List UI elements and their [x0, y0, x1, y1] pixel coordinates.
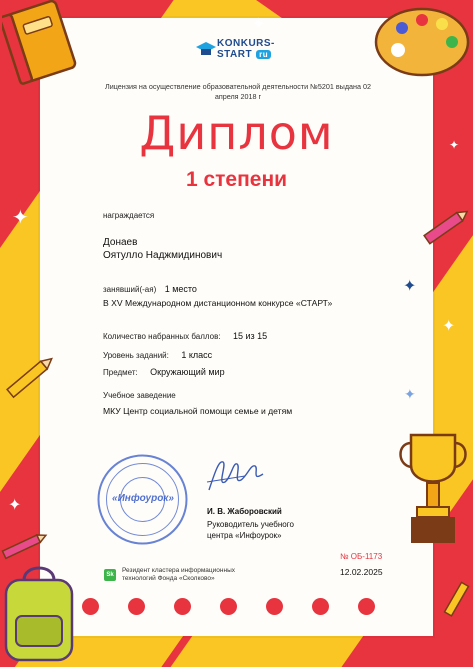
diploma-title: Диплом — [139, 106, 334, 160]
level-row — [103, 345, 212, 363]
license-text: Лицензия на осуществление образовательной деятельности №5201 выдана 02 апреля 2018 г — [104, 82, 371, 101]
decorative-dot — [312, 598, 329, 615]
palette-icon — [368, 2, 472, 84]
pencil-icon — [0, 345, 62, 407]
diploma-degree: 1 степени — [185, 168, 288, 191]
pencil-icon — [0, 525, 50, 565]
skolkovo-line1: Резидент кластера информационных — [122, 567, 235, 574]
institution-value: МКУ Центр социальной помощи семье и детям — [103, 406, 293, 416]
decorative-dot — [128, 598, 145, 615]
score-value: 15 из 15 — [233, 331, 268, 341]
recipient-name: Оятулло Наджмидинович — [103, 250, 223, 261]
pencil-icon — [440, 570, 473, 630]
diploma-number: № ОБ-1173 — [340, 552, 383, 561]
decorative-dot — [174, 598, 191, 615]
star-icon: ✦ — [403, 278, 417, 295]
level-label: Уровень заданий: — [103, 351, 169, 360]
recipient-surname: Донаев — [103, 237, 138, 248]
place-row — [103, 279, 197, 297]
logo-line2: START — [217, 49, 253, 60]
skolkovo-logo: Sk — [104, 569, 116, 581]
star-icon: ✦ — [404, 386, 416, 402]
decorative-dot — [358, 598, 375, 615]
backpack-icon — [0, 560, 82, 667]
star-icon: ✦ — [8, 497, 22, 514]
contest-name: В XV Международном дистанционном конкурсе «СТАРТ» — [103, 298, 333, 308]
place-label: занявший(-ая) — [103, 285, 157, 294]
score-label: Количество набранных баллов: — [103, 332, 221, 341]
skolkovo-line2: технологий Фонда «Сколково» — [122, 575, 215, 582]
diploma-date: 12.02.2025 — [340, 567, 383, 577]
subject-value: Окружающий мир — [150, 367, 225, 377]
level-value: 1 класс — [181, 350, 213, 360]
notebook-icon — [2, 0, 82, 90]
decorative-dot — [82, 598, 99, 615]
pencil-icon — [418, 200, 473, 255]
signatory-name: И. В. Жаборовский — [207, 507, 282, 516]
star-icon: ✦ — [12, 207, 29, 229]
logo-line1: KONKURS- — [217, 38, 275, 49]
institution-label: Учебное заведение — [103, 391, 176, 400]
trophy-icon — [393, 425, 473, 555]
awarded-label: награждается — [103, 211, 155, 220]
star-icon: ✦ — [252, 16, 266, 33]
star-icon: ✦ — [449, 138, 460, 152]
stamp-text: «Инфоурок» — [112, 493, 174, 504]
decorative-dot — [220, 598, 237, 615]
signatory-role-line2: центра «Инфоурок» — [207, 531, 282, 540]
signature-image — [205, 452, 267, 497]
decorative-dot — [266, 598, 283, 615]
subject-row — [103, 362, 225, 380]
logo-tld: ru — [256, 50, 271, 59]
score-row — [103, 326, 267, 344]
star-icon: ✦ — [442, 318, 456, 335]
place-value: 1 место — [164, 284, 197, 294]
graduation-cap-icon — [195, 40, 217, 60]
subject-label: Предмет: — [103, 368, 138, 377]
signatory-role-line1: Руководитель учебного — [207, 520, 294, 529]
